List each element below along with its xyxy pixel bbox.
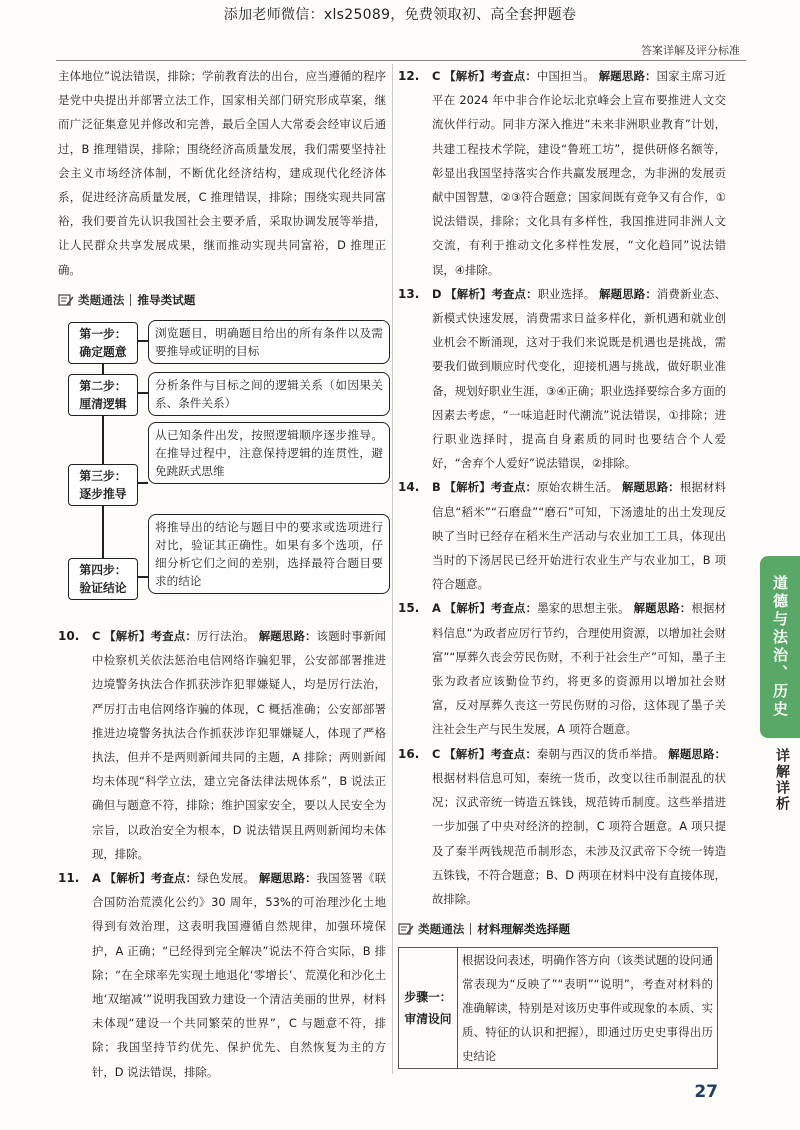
subject-tab: 道德与法治、历史 xyxy=(760,556,800,738)
tip-label: 类题通法 xyxy=(418,922,465,937)
tip-table xyxy=(398,947,718,1069)
step-label: 第三步： 逐步推导 xyxy=(68,464,138,506)
question-number: 12. xyxy=(398,69,420,83)
step-connector xyxy=(138,340,148,342)
right-column xyxy=(398,64,726,1069)
explanation-text: 我国签署《联合国防治荒漠化公约》30 周年，53%的可治理沙化土地得到有效治理，这表明我国遵循自然规律，加强环境保护，A 正确；“已经得到完全解决”说法不符合实际，B 排除；“在全球率先实现土地退化‘零增长’、荒漠化和沙化土地‘双缩减’”说明我国致力建设一个清洁美丽的世界，材料未体现“建设一个共同繁荣的世界”，C 与题意不符，排除；我国坚持节约优先、保护优先、自然恢复为主的方针，D 说法错误，排除。 xyxy=(92,871,386,1079)
step-text: 从已知条件出发，按照逻辑顺序逐步推导。在推导过程中，注意保持逻辑的连贯性，避免跳跃式思维 xyxy=(148,422,390,484)
pencil-note-icon xyxy=(398,922,414,936)
explanation-text: 消费新业态、新模式快速发展，消费需求日益多样化，新机遇和就业创业机会不断涌现，这对于我们来说既是机遇也是挑战，需要我们做到顺应时代变化，迎接机遇与挑战，做好职业准备，规划好职业生涯，③④正确；职业选择要综合多方面的因素去考虑，“一味追赶时代潮流”说法错误，①排除；进行职业选择时，提高自身素质的同时也要结合个人爱好，“舍弃个人爱好”说法错误，②排除。 xyxy=(432,286,726,471)
flow-arrow xyxy=(102,506,104,558)
flow-diagram xyxy=(58,318,386,618)
question-number: 15. xyxy=(398,601,420,616)
left-column xyxy=(58,64,386,1084)
tip-heading xyxy=(58,288,386,312)
answer-10: 10. C 【解析】考查点：厉行法治。 解题思路：该题时事新闻中检察机关依法惩治电信网络诈骗犯罪，公安部部署推进边境警务执法合作抓获涉诈犯罪嫌疑人，均是厉行法治，严厉打击电信网络诈骗的体现，C 概括准确；公安部部署推进边境警务执法合作抓获涉诈犯罪嫌疑人，体现了严格执法，但并不是两则新闻共同的主题，A 排除；两则新闻均未体现“科学立法，建立完备法律法规体系”，B 说法正确但与题意不符，排除；维护国家安全，要以人民安全为宗旨，以政治安全为根本，D 说法错误且两则新闻均未体现，排除。 xyxy=(58,624,386,866)
explanation-text: 国家主席习近平在 2024 年中非合作论坛北京峰会上宣布要推进人文交流伙伴行动。同非方深入推进“未来非洲职业教育”计划，共建工程技术学院，建设“鲁班工坊”，提供研修名额等，彰显出我国坚持落实合作共赢发展理念，为非洲的发展贡献中国智慧，②③符合题意；国家间既有竞争又有合作，①说法错误，排除；文化具有多样性，我国推进同非洲人文交流，有利于推动文化多样性发展，“文化趋同”说法错误，④排除。 xyxy=(432,69,726,277)
watermark-banner: 添加老师微信：xls25089，免费领取初、高全套押题卷 xyxy=(223,7,577,23)
answer-13: 13. D 【解析】考查点：职业选择。 解题思路：消费新业态、新模式快速发展，消费需求日益多样化，新机遇和就业创业机会不断涌现，这对于我们来说既是机遇也是挑战，需要我们做到顺应时代变化，迎接机遇与挑战，做好职业准备，规划好职业生涯，③④正确；职业选择要综合多方面的因素去考虑，“一味追赶时代潮流”说法错误，①排除；进行职业选择时，提高自身素质的同时也要结合个人爱好，“舍弃个人爱好”说法错误，②排除。 xyxy=(398,282,726,476)
answer-15: 15. A 【解析】考查点：墨家的思想主张。 解题思路：根据材料信息“为政者应厉行节约，合理使用资源，以增加社会财富”“厚葬久丧会劳民伤财，不利于社会生产”可知，墨子主张为政者应该勤俭节约，将更多的资源用以增加社会财富，反对厚葬久丧这一劳民伤财的习俗，这体现了墨子关注社会生产与民生发展，A 项符合题意。 xyxy=(398,596,726,741)
pencil-note-icon xyxy=(58,293,74,307)
intro-paragraph: 主体地位”说法错误，排除；学前教育法的出台，应当遵循的程序是党中央提出并部署立法工作，国家相关部门研究形成草案，继而广泛征集意见并修改和完善，最后全国人大常委会经审议后通过，B 推理错误，排除；围绕经济高质量发展，我们需要坚持社会主义市场经济体制，不断优化经济结构，建成现代化经济体系，促进经济高质量发展，C 推理错误，排除；围绕实现共同富裕，我们要首先认识我国社会主要矛盾，采取协调发展等举措，让人民群众共享发展成果，继而推动实现共同富裕，D 推理正确。 xyxy=(58,69,386,277)
flow-arrow xyxy=(102,414,104,464)
answer-12: 12. C 【解析】考查点：中国担当。 解题思路：国家主席习近平在 2024 年中非合作论坛北京峰会上宣布要推进人文交流伙伴行动。同非方深入推进“未来非洲职业教育”计划，共建工程技术学院，建设“鲁班工坊”，提供研修名额等，彰显出我国坚持落实合作共赢发展理念，为非洲的发展贡献中国智慧，②③符合题意；国家间既有竞争又有合作，①说法错误，排除；文化具有多样性，我国推进同非洲人文交流，有利于推动文化多样性发展，“文化趋同”说法错误，④排除。 xyxy=(398,64,726,282)
tip-step-text: 根据设问表述，明确作答方向（该类试题的设问通常表现为“反映了”“表明”“说明”，考查对材料的准确解读，特别是对该历史事件或现象的本质、实质、特征的认识和把握），即通过历史史事得出历史结论 xyxy=(458,948,718,1069)
step-text: 分析条件与目标之间的逻辑关系（如因果关系、条件关系） xyxy=(148,372,390,416)
answer-11: 11. A 【解析】考查点：绿色发展。 解题思路：我国签署《联合国防治荒漠化公约》30 周年，53%的可治理沙化土地得到有效治理，这表明我国遵循自然规律，加强环境保护，A 正确；“已经得到完全解决”说法不符合实际，B 排除；“在全球率先实现土地退化‘零增长’、荒漠化和沙化土地‘双缩减’”说明我国致力建设一个清洁美丽的世界，材料未体现“建设一个共同繁荣的世界”，C 与题意不符，排除；我国坚持节约优先、保护优先、自然恢复为主的方针，D 说法错误，排除。 xyxy=(58,866,386,1084)
tip-name: 推导类试题 xyxy=(137,292,196,307)
step-text: 将推导出的结论与题目中的要求或选项进行对比，验证其正确性。如果有多个选项，仔细分析它们之间的差别，选择最符合题目要求的结论 xyxy=(148,514,390,594)
header-title: 答案详解及评分标准 xyxy=(641,44,740,57)
tip-name: 材料理解类选择题 xyxy=(477,922,571,937)
explanation-text: 根据材料信息“稻米”“石磨盘”“磨石”可知，下汤遗址的出土发现反映了当时已经存在稻米生产活动与农业加工工具，体现出当时的下汤居民已经开始进行农业生产与农业加工，B 项符合题意。 xyxy=(432,480,726,592)
tip-heading xyxy=(398,917,726,941)
step-text: 浏览题目，明确题目给出的所有条件以及需要推导或证明的目标 xyxy=(148,320,390,364)
step-connector xyxy=(138,576,148,578)
step-label: 第一步： 确定题意 xyxy=(68,322,138,364)
question-number: 11. xyxy=(58,871,80,886)
step-connector xyxy=(138,392,148,394)
page-number: 27 xyxy=(694,1082,718,1102)
explanation-text: 根据材料信息“为政者应厉行节约，合理使用资源，以增加社会财富”“厚葬久丧会劳民伤财，不利于社会生产”可知，墨子主张为政者应该勤俭节约，将更多的资源用以增加社会财富，反对厚葬久丧这一劳民伤财的习俗，这体现了墨子关注社会生产与民生发展，A 项符合题意。 xyxy=(432,601,726,737)
question-number: 14. xyxy=(398,480,420,495)
step-label: 第四步： 验证结论 xyxy=(68,558,138,600)
explanation-text: 该题时事新闻中检察机关依法惩治电信网络诈骗犯罪，公安部部署推进边境警务执法合作抓获涉诈犯罪嫌疑人，均是厉行法治，严厉打击电信网络诈骗的体现，C 概括准确；公安部部署推进边境警务执法合作抓获涉诈犯罪嫌疑人，体现了严格执法，但并不是两则新闻共同的主题，A 排除；两则新闻均未体现“科学立法，建立完备法律法规体系”，B 说法正确但与题意不符，排除；维护国家安全，要以人民安全为宗旨，以政治安全为根本，D 说法错误且两则新闻均未体现，排除。 xyxy=(92,629,386,861)
step-connector xyxy=(138,482,148,484)
answer-14: 14. B 【解析】考查点：原始农耕生活。 解题思路：根据材料信息“稻米”“石磨盘”“磨石”可知，下汤遗址的出土发现反映了当时已经存在稻米生产活动与农业加工工具，体现出当时的下汤居民已经开始进行农业生产与农业加工，B 项符合题意。 xyxy=(398,475,726,596)
header-rule xyxy=(56,60,746,61)
question-number: 13. xyxy=(398,286,420,301)
tip-separator xyxy=(470,923,471,935)
detail-tab: 详解详析 xyxy=(774,748,790,812)
explanation-text: 根据材料信息可知，秦统一货币，改变以往币制混乱的状况；汉武帝统一铸造五铢钱，规范铸币制度。这些举措进一步加强了中央对经济的控制，C 项符合题意。A 项只提及了秦半两钱规范币制形态，未涉及汉武帝下令统一铸造五铢钱，不符合题意；B、D 两项在材料中没有直接体现，故排除。 xyxy=(432,770,726,906)
column-divider xyxy=(392,64,393,1074)
tip-separator xyxy=(130,294,131,306)
tip-label: 类题通法 xyxy=(78,292,125,307)
step-label: 第二步： 厘清逻辑 xyxy=(68,374,138,416)
answer-16: 16. C 【解析】考查点：秦朝与西汉的货币举措。 解题思路：根据材料信息可知，秦统一货币，改变以往币制混乱的状况；汉武帝统一铸造五铢钱，规范铸币制度。这些举措进一步加强了中央对经济的控制，C 项符合题意。A 项只提及了秦半两钱规范币制形态，未涉及汉武帝下令统一铸造五铢钱，不符合题意；B、D 两项在材料中没有直接体现，故排除。 xyxy=(398,742,726,911)
question-number: 10. xyxy=(58,629,80,644)
question-number: 16. xyxy=(398,746,420,761)
tip-step-label: 步骤一： 审清设问 xyxy=(399,948,458,1069)
